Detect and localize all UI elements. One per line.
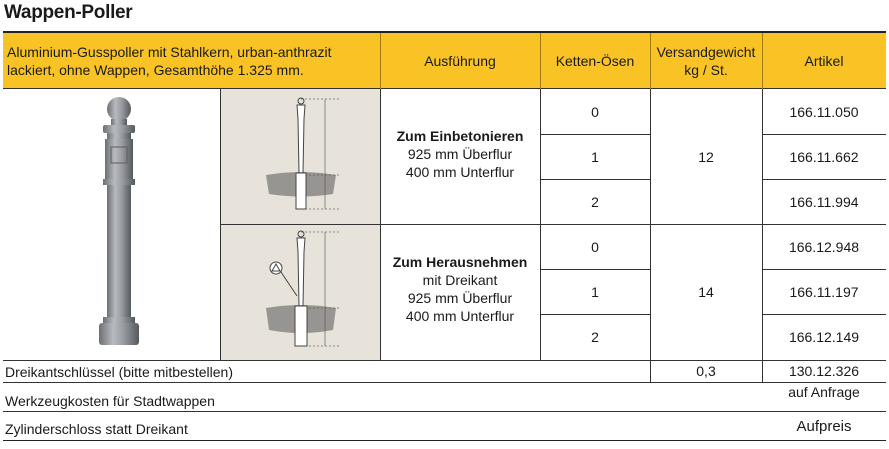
ausfuehrung-einbetonieren [380,127,540,181]
artikel-cell: 166.11.662 [789,148,859,165]
oesen-cell: 2 [591,193,599,210]
artikel-cell: Aufpreis [796,417,852,435]
weight-cell: 0,3 [696,363,716,379]
ausfuehrung-line: 400 mm Unterflur [405,164,515,180]
extra-label-zylinder: Zylinderschloss statt Dreikant [5,421,188,437]
ausfuehrung-line: 925 mm Überflur [407,290,513,306]
oesen-cell: 2 [591,329,599,345]
technical-drawing-herausnehmen [221,224,380,360]
extra-label-dreikant: Dreikantschlüssel (bitte mitbestellen) [5,364,233,380]
page-title: Wappen-Poller [4,2,133,23]
artikel-cell: 166.11.050 [789,103,859,120]
weight-cell: 12 [698,148,714,165]
ausfuehrung-heading: Zum Herausnehmen [392,254,528,270]
oesen-cell: 1 [591,148,599,165]
artikel-cell: 166.11.197 [789,283,859,300]
extra-label-werkzeug: Werkzeugkosten für Stadtwappen [5,393,215,409]
technical-drawing-einbetonieren [221,89,380,224]
header-versandgewicht: Versandgewicht kg / St. [650,31,762,89]
ausfuehrung-line: 925 mm Überflur [407,146,513,162]
artikel-cell: auf Anfrage [788,384,860,400]
artikel-cell: 166.12.149 [788,329,860,345]
oesen-cell: 0 [591,238,599,255]
header-artikel: Artikel [762,31,886,89]
bollard-image [3,89,220,361]
ausfuehrung-herausnehmen [380,253,540,325]
ausfuehrung-line: 400 mm Unterflur [405,308,515,324]
ausfuehrung-line: mit Dreikant [422,272,498,288]
artikel-cell: 166.11.994 [789,193,859,210]
oesen-cell: 1 [591,283,599,300]
oesen-cell: 0 [591,103,599,120]
header-description: Aluminium-Gusspoller mit Stahlkern, urban-anthrazit lackiert, ohne Wappen, Gesamthöhe 1.325 mm. [3,31,380,89]
ausfuehrung-heading: Zum Einbetonieren [396,128,524,144]
weight-cell: 14 [698,284,714,300]
header-ketten-oesen: Ketten-Ösen [540,31,650,89]
header-ausfuehrung: Ausführung [380,31,540,89]
artikel-cell: 130.12.326 [788,363,860,379]
artikel-cell: 166.12.948 [788,238,860,255]
